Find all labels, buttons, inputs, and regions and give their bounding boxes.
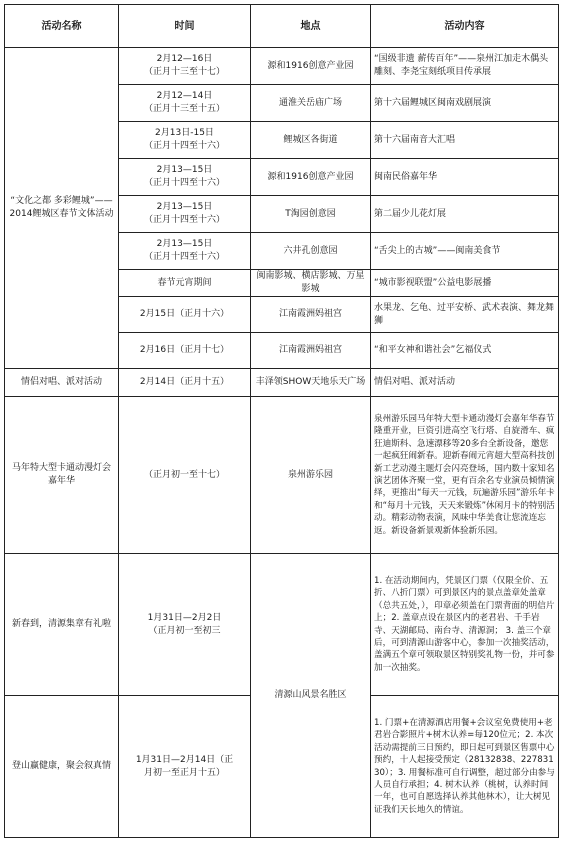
- time-cell: 2月16日（正月十七）: [119, 333, 251, 369]
- header-time: 时间: [119, 5, 251, 48]
- table-header-row: [5, 5, 559, 48]
- header-content: 活动内容: [371, 5, 559, 48]
- content-cell: 水果龙、乞龟、过平安桥、武术表演、舞龙舞狮: [371, 297, 559, 333]
- activity-name: 登山赢健康，聚会叙真情: [5, 696, 119, 838]
- content-cell: 第十六届鲤城区闽南戏剧展演: [371, 85, 559, 122]
- time-cell: 2月12—14日 （正月十三至十五）: [119, 85, 251, 122]
- time-cell: 1月31日—2月2日 （正月初一至初三: [119, 554, 251, 696]
- events-table: [4, 4, 559, 838]
- time-cell: 2月13—15日 （正月十四至十六）: [119, 196, 251, 233]
- content-cell: 第二届少儿花灯展: [371, 196, 559, 233]
- activity-name: 情侣对唱、派对活动: [5, 369, 119, 397]
- table-row: [5, 397, 559, 554]
- place-cell: 源和1916创意产业园: [251, 159, 371, 196]
- place-cell: 泉州游乐园: [251, 397, 371, 554]
- time-cell: 2月13—15日 （正月十四至十六）: [119, 233, 251, 270]
- time-cell: 2月13日-15日 （正月十四至十六）: [119, 122, 251, 159]
- time-cell: 2月13—15日 （正月十四至十六）: [119, 159, 251, 196]
- time-cell: 1月31日—2月14日（正 月初一至正月十五）: [119, 696, 251, 838]
- header-place: 地点: [251, 5, 371, 48]
- time-cell: 2月14日（正月十五）: [119, 369, 251, 397]
- place-cell: 江南霞洲妈祖宫: [251, 333, 371, 369]
- place-cell: 闽南影城、横店影城、万星影城: [251, 270, 371, 297]
- content-cell: 第十六届南音大汇唱: [371, 122, 559, 159]
- time-cell: 2月12—16日 （正月十三至十七）: [119, 48, 251, 85]
- content-cell: 闽南民俗嘉年华: [371, 159, 559, 196]
- table-row: [5, 369, 559, 397]
- place-cell: 江南霞洲妈祖宫: [251, 297, 371, 333]
- place-cell: 清源山风景名胜区: [251, 554, 371, 838]
- time-cell: （正月初一至十七）: [119, 397, 251, 554]
- time-cell: 春节元宵期间: [119, 270, 251, 297]
- place-cell: 源和1916创意产业园: [251, 48, 371, 85]
- activity-name: “文化之都 多彩鲤城”——2014鲤城区春节文体活动: [5, 48, 119, 369]
- place-cell: 六井孔创意园: [251, 233, 371, 270]
- header-activity-name: 活动名称: [5, 5, 119, 48]
- activity-name: 新春到，清源集章有礼啦: [5, 554, 119, 696]
- content-cell: 1. 门票+在清源酒店用餐+会议室免费使用+老君岩合影照片+树木认养=每120位元；2. 本次活动需提前三日预约，即日起可到景区售票中心预约，十人起接受预定（28132838、22783130）；3. 用餐标准可自行调整，超过部分由参与人员自行承担；4. 树木认养（桃树，认养时间一年，也可自愿选择认养其他林木），让大树见证我们天长地久的情谊。: [371, 696, 559, 838]
- content-cell: “和平女神和谐社会”乞福仪式: [371, 333, 559, 369]
- place-cell: 通淮关岳庙广场: [251, 85, 371, 122]
- place-cell: 鲤城区各街道: [251, 122, 371, 159]
- table-row: [5, 48, 559, 85]
- place-cell: 丰泽领SHOW天地乐天广场: [251, 369, 371, 397]
- place-cell: T淘园创意园: [251, 196, 371, 233]
- content-cell: “国级非遗 薪传百年”——泉州江加走木偶头雕刻、李尧宝刻纸项目传承展: [371, 48, 559, 85]
- content-cell: 泉州游乐园马年特大型卡通动漫灯会嘉年华春节隆重开业，巨资引进高空飞行塔、自旋滑车、疯狂迪斯科、急速漂移等20多台全新设备，邀您一起疯狂闹新春。迎新春闹元宵超大型高科技创新工艺动漫主题灯会闪亮登场，国内数十家知名演艺团体齐聚一堂，更有百余名专业演员倾情演绎，更推出“每天一元钱，玩遍游乐园”游乐年卡和“每月十元钱，天天来锻炼”休闲月卡的特别活动。精彩动物表演，风味中华美食让您流连忘返。新设备新景观新体验新乐园。: [371, 397, 559, 554]
- table-row: [5, 554, 559, 696]
- activity-name: 马年特大型卡通动漫灯会嘉年华: [5, 397, 119, 554]
- content-cell: “城市影视联盟”公益电影展播: [371, 270, 559, 297]
- content-cell: 情侣对唱、派对活动: [371, 369, 559, 397]
- time-cell: 2月15日（正月十六）: [119, 297, 251, 333]
- content-cell: 1. 在活动期间内，凭景区门票（仅限全价、五折、八折门票）可到景区内的景点盖章处盖章（总共五处，），印章必须盖在门票背面的明信片上；2. 盖章点设在景区内的老君岩、千手岩寺、天湖邮局、南台寺、清源洞； 3. 盖三个章后，可到清源山游客中心，参加一次抽奖活动，盖满五个章可领取景区特别奖礼物一份，并可参加一次抽奖。: [371, 554, 559, 696]
- content-cell: “舌尖上的古城”——闽南美食节: [371, 233, 559, 270]
